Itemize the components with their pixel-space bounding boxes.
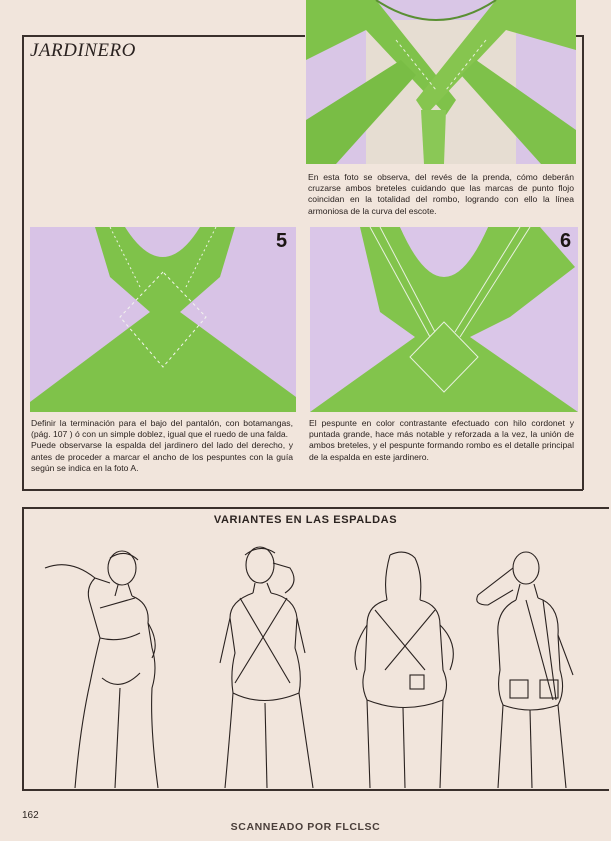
photo-5-caption-p2: Puede observarse la espalda del jardinero del lado del derecho, y antes de proceder a marcar el ancho de los pespuntes con la guía según se indica en la foto A. [31,440,293,473]
photo-top-reverse-side [306,0,576,164]
photo-5-caption [31,418,293,474]
scan-credit: SCANNEADO POR FLCLSC [230,821,381,833]
figure-1-drawing [40,548,170,788]
frame-top-left [22,35,305,37]
figure-3-drawing [345,550,465,788]
frame-right [582,35,584,490]
top-photo-caption: En esta foto se observa, del revés de la prenda, cómo deberán cruzarse ambos breteles cuidando que las marcas de punto flojo coincidan en la totalidad del rombo, logrando con ello la línea armoniosa de la curva del escote. [308,172,574,216]
photo-5-number: 5 [276,230,288,252]
figure-one-shoulder-strap-icon [40,548,170,788]
variants-frame-left [22,507,24,790]
figure-single-strap-pockets-icon [468,550,580,788]
photo-top-image [306,0,576,164]
page-number: 162 [22,810,39,821]
photo-5-image [30,227,296,412]
figure-2-drawing [205,543,335,788]
figure-crossed-thin-straps-icon [345,550,465,788]
photo-5-caption-p1: Definir la terminación para el bajo del pantalón, con botamangas, (pág. 107 ) ó con un simple doblez, igual que el ruedo de una falda. [31,418,293,440]
frame-bottom [22,489,583,491]
photo-6 [310,227,578,412]
figure-4-drawing [468,550,580,788]
figure-crossed-straps-icon [205,543,335,788]
photo-6-image [310,227,578,412]
frame-left [22,35,24,490]
photo-6-number: 6 [560,230,572,252]
variants-frame-bottom [22,789,609,791]
variants-title: VARIANTES EN LAS ESPALDAS [213,514,398,526]
photo-5 [30,227,296,412]
page-title: JARDINERO [30,40,136,61]
photo-6-caption: El pespunte en color contrastante efectuado con hilo cordonet y puntada grande, hace más notable y reforzada a la vez, la unión de ambos breteles, y el pespunte formando rombo es el detalle principal de la espalda en este jardinero. [309,418,574,462]
variants-frame-top [22,507,609,509]
